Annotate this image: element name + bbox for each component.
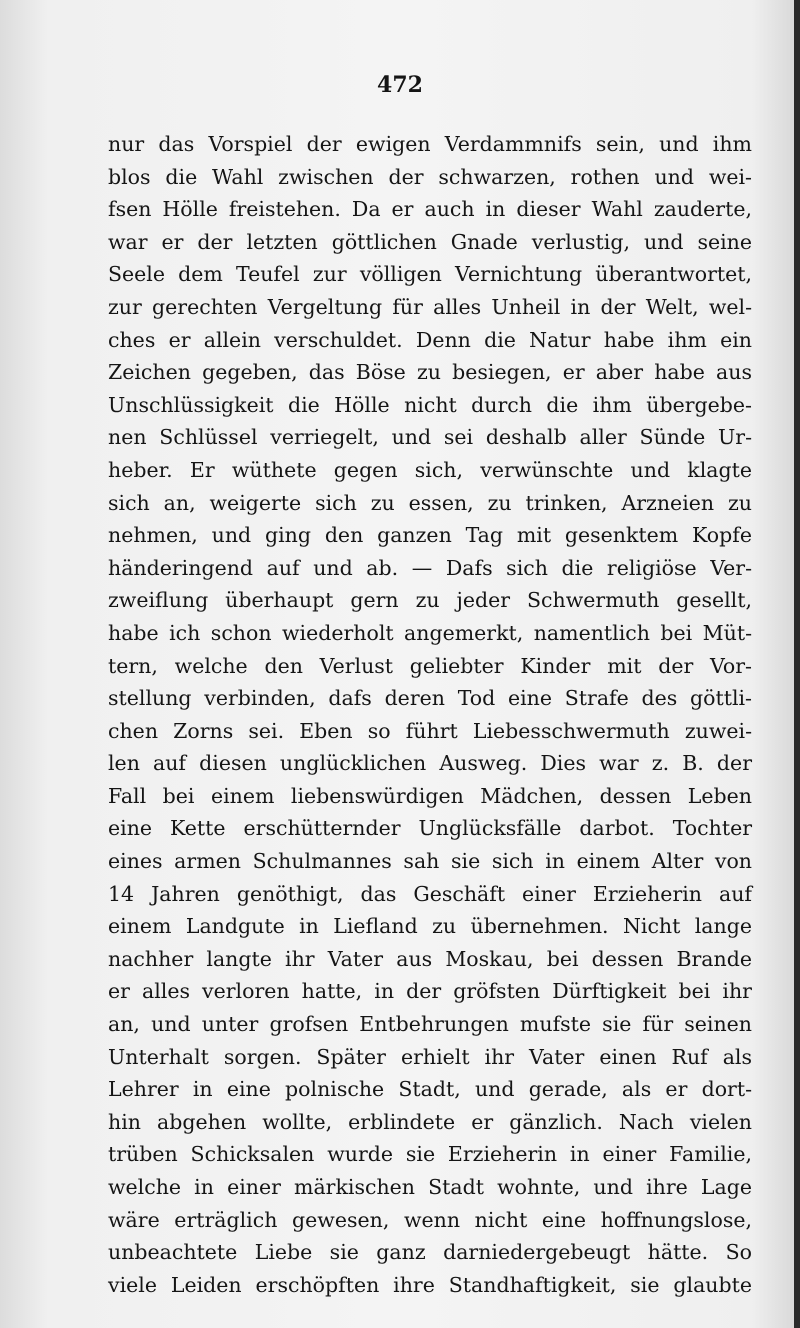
text-line: unbeachtete Liebe sie ganz darniedergebeugt hätte. So (108, 1240, 752, 1265)
text-line: nur das Vorspiel der ewigen Verdammnifs sein, und ihm (108, 132, 752, 156)
text-line: Unterhalt sorgen. Später erhielt ihr Vater einen Ruf als (108, 1044, 752, 1069)
text-line: Seele dem Teufel zur völligen Vernichtung überantwortet, (108, 262, 752, 287)
text-line: Lehrer in eine polnische Stadt, und gerade, als er dort- (108, 1077, 752, 1102)
text-line: blos die Wahl zwischen der schwarzen, rothen und wei- (108, 164, 752, 189)
text-line: fsen Hölle freistehen. Da er auch in dieser Wahl zauderte, (108, 197, 752, 222)
text-line: nehmen, und ging den ganzen Tag mit gesenktem Kopfe (108, 523, 752, 548)
text-line: tern, welche den Verlust geliebter Kinder mit der Vor- (108, 653, 752, 678)
text-line: heber. Er wüthete gegen sich, verwünschte und klagte (108, 457, 752, 482)
page-number: 472 (377, 72, 423, 98)
text-line: nen Schlüssel verriegelt, und sei deshalb aller Sünde Ur- (108, 425, 752, 450)
text-line: trüben Schicksalen wurde sie Erzieherin in einer Familie, (108, 1142, 752, 1167)
text-line: welche in einer märkischen Stadt wohnte, und ihre Lage (108, 1175, 752, 1199)
text-line: einem Landgute in Liefland zu übernehmen. Nicht lange (108, 914, 752, 939)
body-text (108, 128, 752, 1301)
text-line: Unschlüssigkeit die Hölle nicht durch die ihm übergebe- (108, 392, 752, 417)
text-line: an, und unter grofsen Entbehrungen mufste sie für seinen (108, 1012, 752, 1037)
text-line: händeringend auf und ab. — Dafs sich die religiöse Ver- (108, 555, 752, 580)
text-line: zur gerechten Vergeltung für alles Unheil in der Welt, wel- (108, 294, 752, 319)
text-line: war er der letzten göttlichen Gnade verlustig, und seine (108, 229, 752, 254)
text-line: nachher langte ihr Vater aus Moskau, bei dessen Brande (108, 946, 752, 971)
text-line: ches er allein verschuldet. Denn die Natur habe ihm ein (108, 327, 752, 352)
text-line: eine Kette erschütternder Unglücksfälle darbot. Tochter (108, 816, 752, 841)
text-line: len auf diesen unglücklichen Ausweg. Dies war z. B. der (108, 751, 752, 776)
text-line: sich an, weigerte sich zu essen, zu trinken, Arzneien zu (108, 490, 752, 515)
text-line: stellung verbinden, dafs deren Tod eine Strafe des göttli- (108, 686, 752, 711)
text-line: chen Zorns sei. Eben so führt Liebesschwermuth zuwei- (108, 718, 752, 743)
text-line: eines armen Schulmannes sah sie sich in einem Alter von (108, 849, 752, 874)
text-line: habe ich schon wiederholt angemerkt, namentlich bei Müt- (108, 620, 752, 645)
text-line: er alles verloren hatte, in der gröfsten Dürftigkeit bei ihr (108, 979, 752, 1004)
text-line: hin abgehen wollte, erblindete er gänzlich. Nach vielen (108, 1109, 752, 1134)
text-line: Fall bei einem liebenswürdigen Mädchen, dessen Leben (108, 783, 752, 808)
text-line: Zeichen gegeben, das Böse zu besiegen, er aber habe aus (108, 360, 752, 385)
text-line: zweiflung überhaupt gern zu jeder Schwermuth gesellt, (108, 588, 752, 613)
page-edge (794, 0, 800, 1328)
text-line: 14 Jahren genöthigt, das Geschäft einer Erzieherin auf (108, 881, 752, 906)
text-line: viele Leiden erschöpften ihre Standhaftigkeit, sie glaubte (108, 1272, 752, 1297)
text-line: wäre erträglich gewesen, wenn nicht eine hoffnungslose, (108, 1207, 752, 1232)
